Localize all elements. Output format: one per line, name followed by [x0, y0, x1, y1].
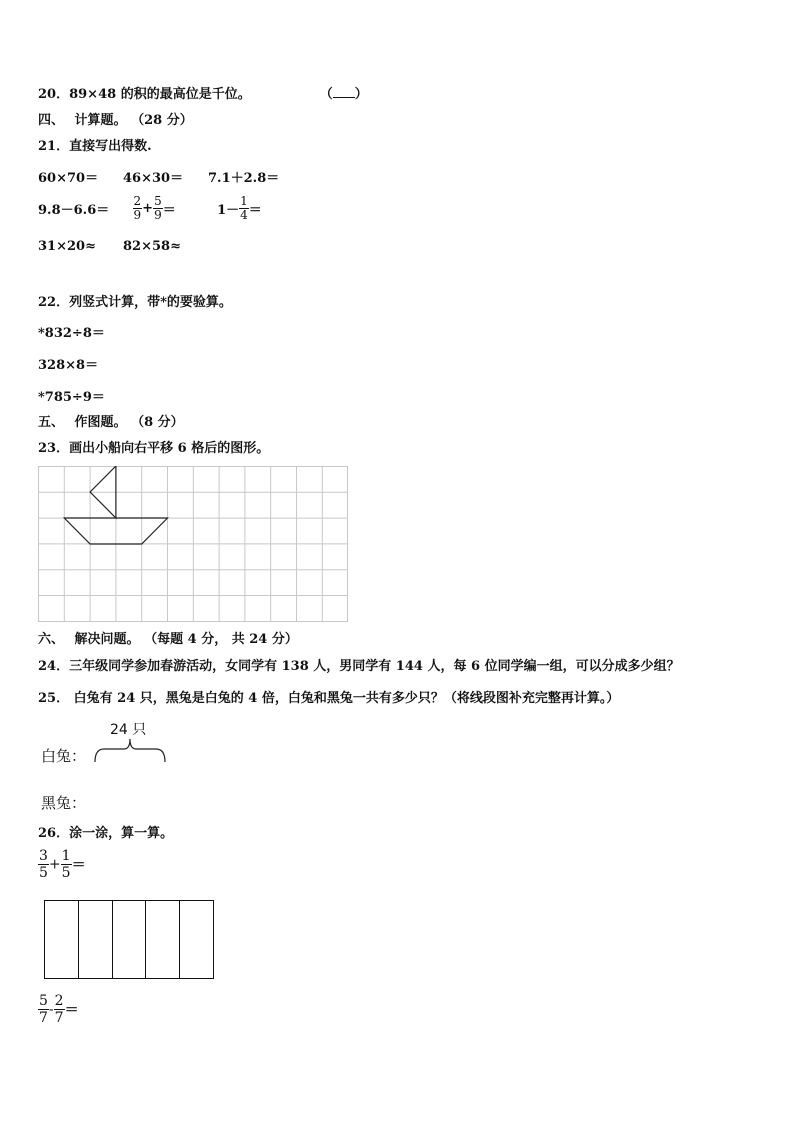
question-22-title: 22．列竖式计算，带*的要验算。 [38, 295, 232, 310]
section-5-title: 作图题。 [74, 415, 127, 430]
operator: + [142, 201, 154, 216]
bar-segment[interactable] [146, 901, 180, 978]
section-6-score: （每题 4 分， 共 24 分） [144, 632, 298, 647]
bar-segment[interactable] [79, 901, 113, 978]
question-21-title: 21．直接写出得数. [38, 139, 152, 154]
fraction-coloring-bar[interactable] [44, 900, 214, 979]
equals: ＝ [71, 857, 86, 874]
bar-segment[interactable] [113, 901, 147, 978]
calc-item: 60×70＝ [38, 171, 99, 186]
calc-item: 46×30＝ [123, 171, 184, 186]
section-4-label: 四、 [38, 113, 65, 128]
calc-item: 82×58≈ [123, 239, 181, 254]
denominator: 7 [54, 1010, 64, 1026]
white-rabbit-label: 白兔： [41, 747, 87, 765]
calc-item: 31×20≈ [38, 239, 96, 254]
question-21-row-3 [38, 239, 181, 254]
grid-lines [38, 466, 348, 622]
section-5-label: 五、 [38, 415, 65, 430]
bar-segment[interactable] [180, 901, 213, 978]
numerator: 5 [39, 993, 48, 1009]
fraction-sum-expression [133, 195, 213, 222]
section-5-score: （8 分） [131, 415, 184, 430]
brace-label: 24 只 [110, 722, 147, 738]
section-4-score: （28 分） [131, 113, 193, 128]
section-4-heading [38, 109, 193, 128]
denominator: 5 [61, 865, 71, 881]
operator: - [48, 1001, 54, 1018]
answer-paren-open: （ [319, 87, 333, 102]
answer-paren-close: ） [354, 87, 368, 102]
brace-icon [94, 737, 166, 765]
denominator: 7 [39, 1010, 48, 1026]
fraction-diff-expression [38, 993, 79, 1026]
numerator: 3 [39, 848, 48, 864]
question-25: 25． 白兔有 24 只，黑兔是白兔的 4 倍，白兔和黑兔一共有多少只？（将线段图补充完整再计算。） [38, 691, 620, 706]
question-21-row-2 [38, 195, 262, 222]
equals: ＝ [162, 203, 176, 218]
fraction-diff-expression [217, 195, 262, 222]
section-6-heading [38, 628, 298, 647]
whole-minus: 1－ [217, 203, 240, 218]
question-23-title: 23．画出小船向右平移 6 格后的图形。 [38, 441, 270, 456]
denominator: 4 [240, 208, 248, 222]
fraction [61, 848, 72, 881]
answer-blank[interactable] [333, 85, 355, 98]
black-rabbit-label: 黑兔： [41, 794, 87, 812]
question-20-text: 20．89×48 的积的最高位是千位。 [38, 87, 251, 102]
numerator: 2 [133, 194, 142, 208]
question-24: 24．三年级同学参加春游活动，女同学有 138 人，男同学有 144 人，每 6 位同学编一组，可以分成多少组？ [38, 659, 680, 674]
section-4-title: 计算题。 [74, 113, 127, 128]
numerator: 2 [54, 993, 64, 1009]
fraction [133, 195, 143, 222]
question-20 [38, 83, 368, 102]
vertical-calc-item: 328×8＝ [38, 358, 99, 373]
equals: ＝ [64, 1002, 79, 1019]
fraction [54, 993, 65, 1026]
fraction-sum-expression [38, 848, 86, 881]
calc-item: 9.8－6.6＝ [38, 203, 110, 218]
numerator: 1 [240, 194, 248, 208]
fraction [153, 195, 163, 222]
numerator: 5 [154, 194, 162, 208]
numerator: 1 [61, 848, 71, 864]
operator: + [48, 856, 61, 873]
vertical-calc-item: *785÷9＝ [38, 390, 105, 405]
question-26-title: 26．涂一涂，算一算。 [38, 826, 174, 841]
denominator: 9 [133, 208, 142, 222]
section-6-title: 解决问题。 [74, 632, 140, 647]
section-5-heading [38, 411, 184, 430]
denominator: 5 [39, 865, 48, 881]
equals: ＝ [248, 203, 262, 218]
fraction [38, 993, 49, 1026]
section-6-label: 六、 [38, 632, 65, 647]
calc-item: 7.1＋2.8＝ [208, 171, 280, 186]
boat-grid[interactable] [38, 466, 348, 626]
fraction [239, 195, 249, 222]
question-21-row-1 [38, 167, 279, 186]
fraction [38, 848, 49, 881]
bar-segment[interactable] [45, 901, 79, 978]
vertical-calc-item: *832÷8＝ [38, 326, 105, 341]
grid-drawing-area[interactable] [38, 466, 348, 622]
denominator: 9 [154, 208, 162, 222]
